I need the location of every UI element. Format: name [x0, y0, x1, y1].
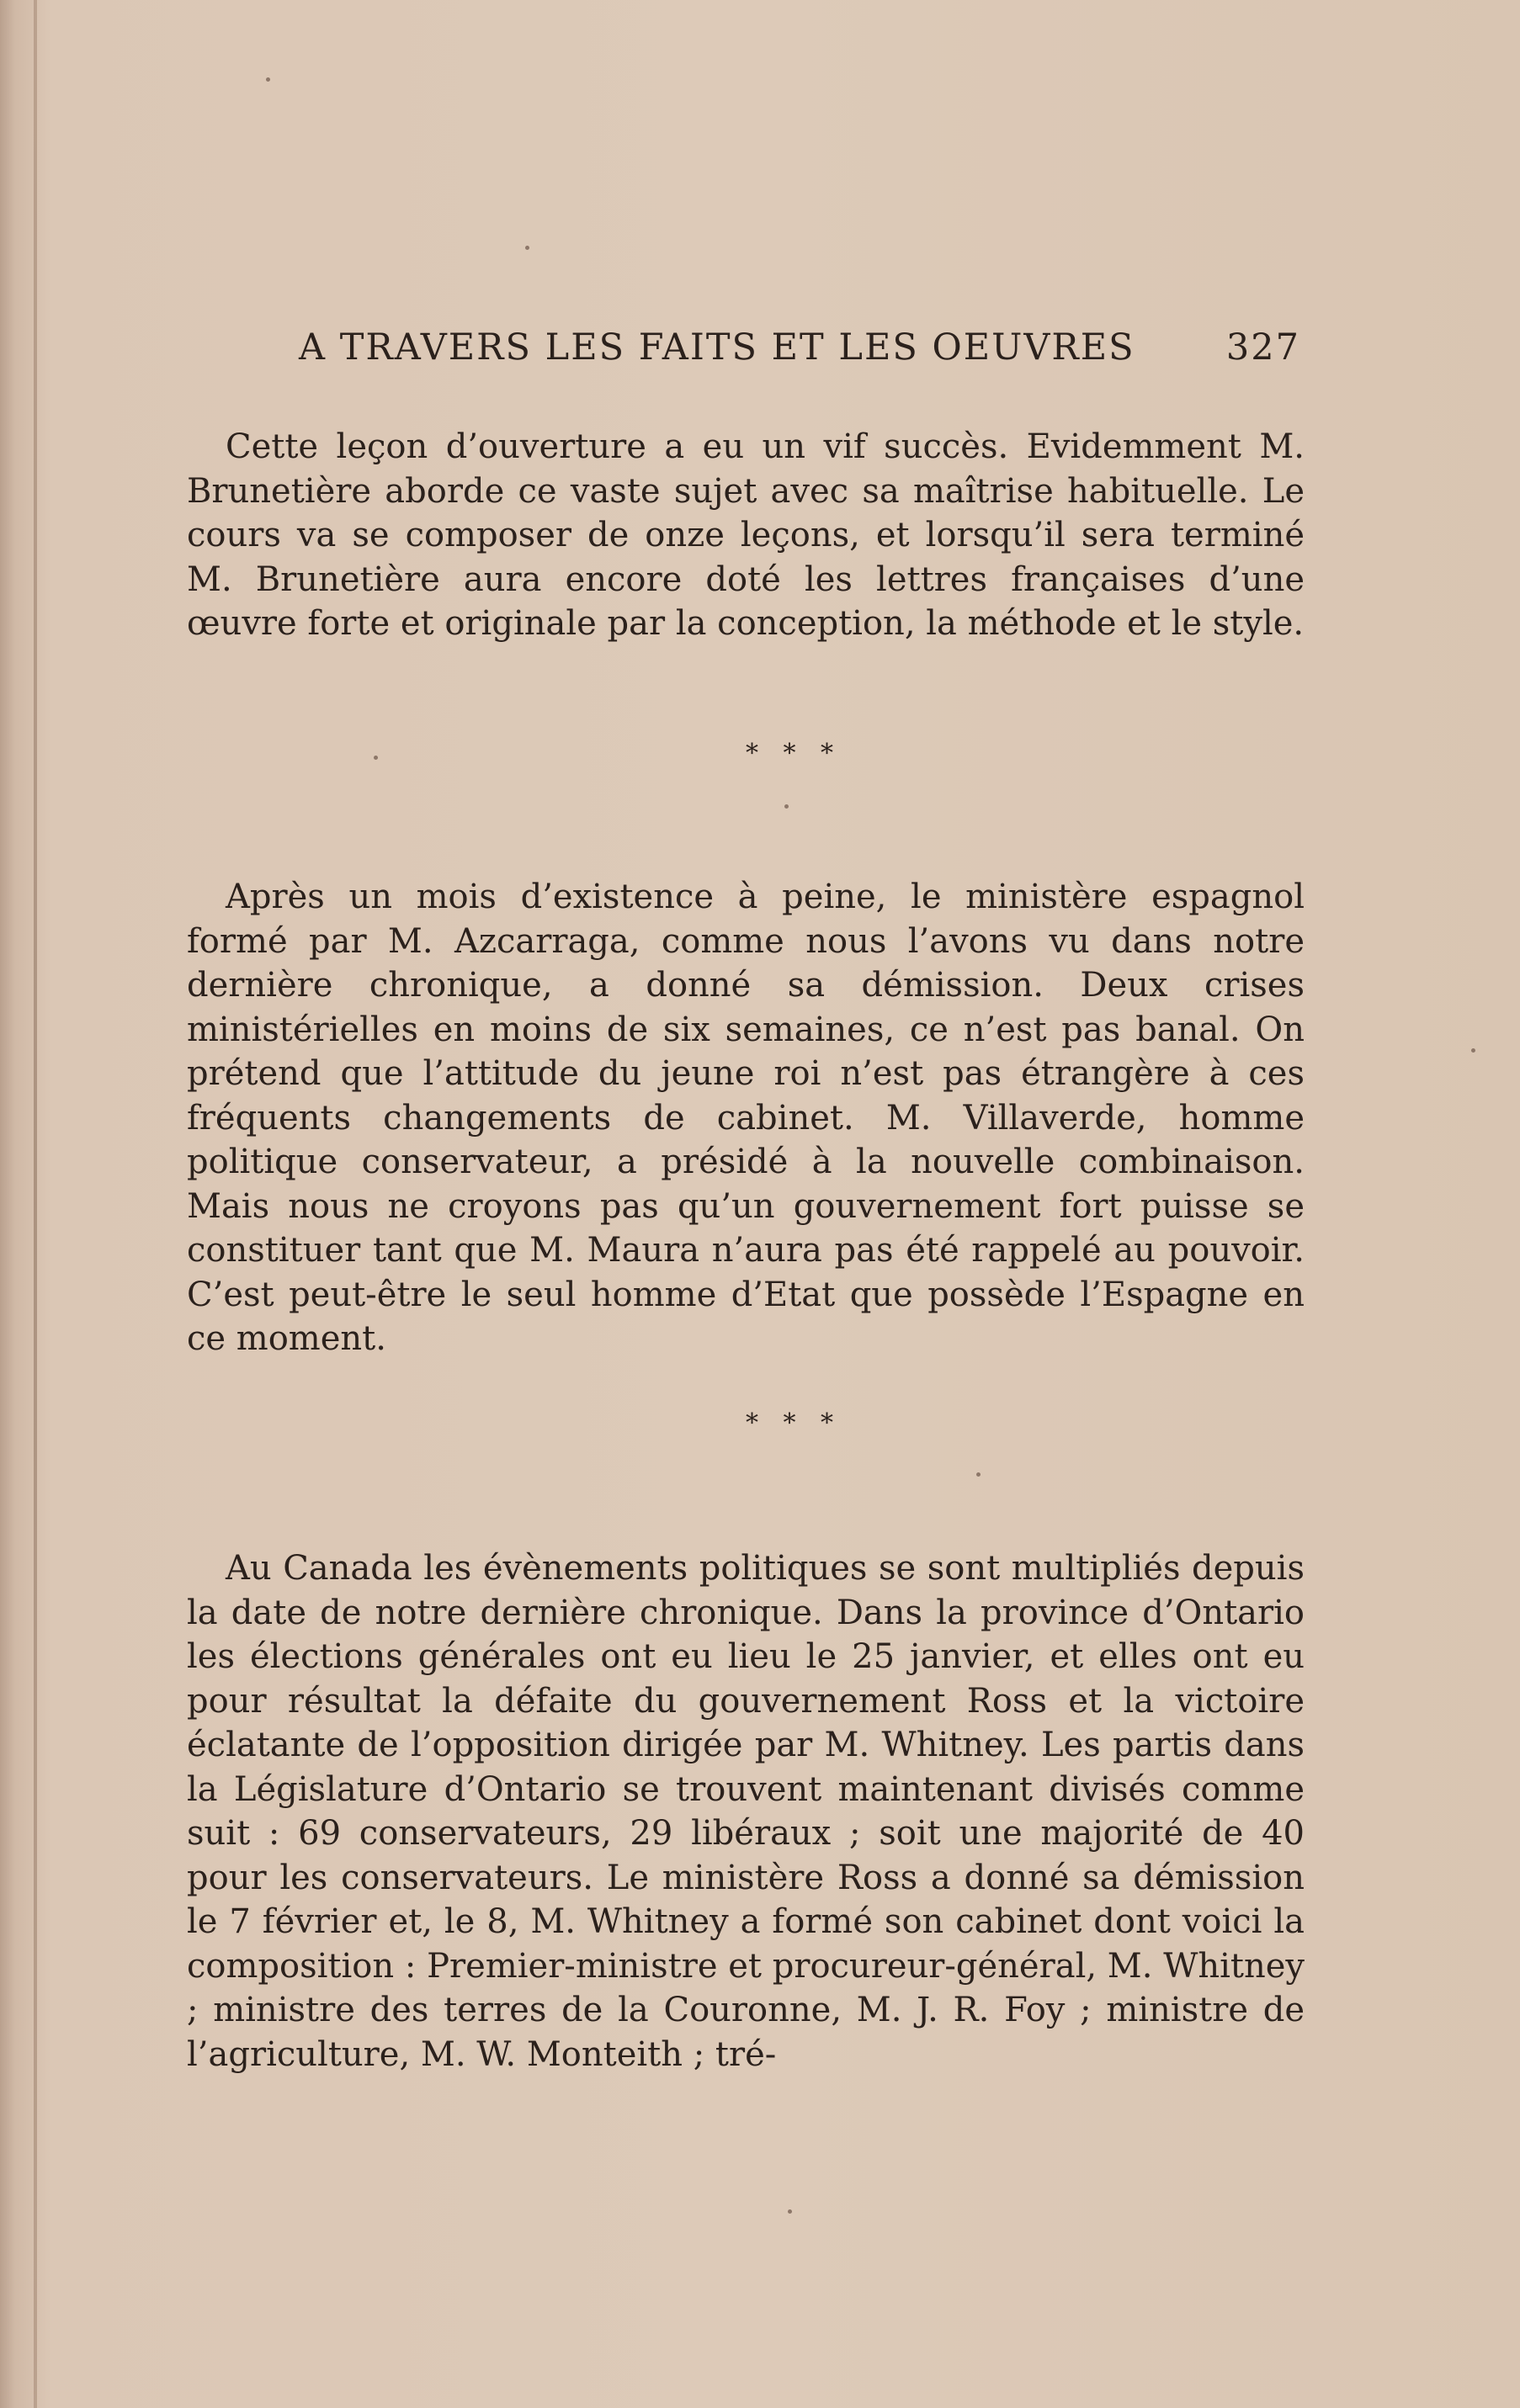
paper-speck [788, 2209, 792, 2214]
paper-speck [1471, 1048, 1475, 1053]
page-number: 327 [1225, 326, 1300, 369]
paper-speck [784, 804, 789, 809]
paper-speck [976, 1472, 981, 1477]
binding-gutter [34, 0, 37, 2408]
running-head [299, 326, 1300, 369]
paragraph-brunetiere: Cette leçon d’ouverture a eu un vif succès. Evidemment M. Brunetière aborde ce vaste sujet avec sa maîtrise habituelle. Le cours va se composer de onze leçons, et lorsqu’il sera terminé M. Brunetière aura encore doté les lettres françaises d’une œuvre forte et originale par la conception, la méthode et le style. [187, 427, 1305, 643]
section-separator: * * * [745, 739, 842, 768]
section-separator: * * * [745, 1408, 842, 1438]
paper-speck [266, 77, 270, 82]
paragraph-spain: Après un mois d’existence à peine, le ministère espagnol formé par M. Azcarraga, comme nous l’avons vu dans notre dernière chronique, a donné sa démission. Deux crises ministérielles en moins de six semaines, ce n’est pas banal. On prétend que l’attitude du jeune roi n’est pas étrangère à ces fréquents changements de cabinet. M. Villaverde, homme politique conservateur, a présidé à la nouvelle combinaison. Mais nous ne croyons pas qu’un gouvernement fort puisse se constituer tant que M. Maura n’aura pas été rappelé au pouvoir. C’est peut-être le seul homme d’Etat que possède l’Espagne en ce moment. [187, 878, 1305, 1358]
running-head-title: A TRAVERS LES FAITS ET LES OEUVRES [299, 326, 1135, 369]
paragraph-canada: Au Canada les évènements politiques se sont multipliés depuis la date de notre dernière chronique. Dans la province d’Ontario les élections générales ont eu lieu le 25 janvier, et elles ont eu pour résultat la défaite du gouvernement Ross et la victoire éclatante de l’opposition dirigée par M. Whitney. Les partis dans la Législature d’Ontario se trouvent maintenant divisés comme suit : 69 conservateurs, 29 libéraux ; soit une majorité de 40 pour les conservateurs. Le ministère Ross a donné sa démission le 7 février et, le 8, M. Whitney a formé son cabinet dont voici la composition : Premier-ministre et procureur-général, M. Whitney ; ministre des terres de la Couronne, M. J. R. Foy ; ministre de l’agriculture, M. W. Monteith ; tré- [187, 1549, 1305, 2074]
paper-speck [525, 246, 529, 250]
